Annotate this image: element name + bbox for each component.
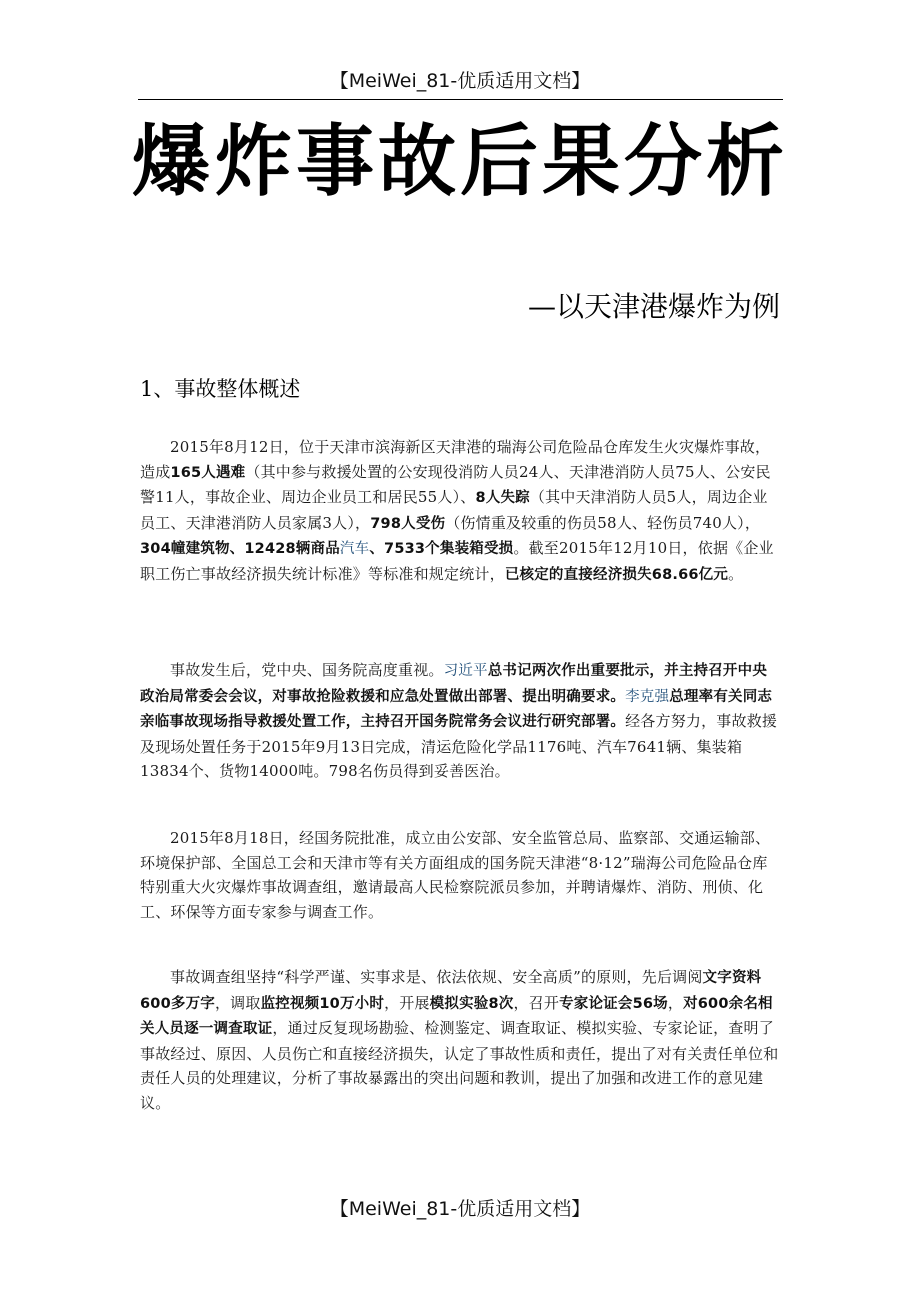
body-text: 。 <box>728 564 744 583</box>
bold-text: 已核定的直接经济损失68.66亿元 <box>504 566 729 583</box>
bold-text: 专家论证会56场 <box>559 995 668 1012</box>
body-text: 2015年8月12日，位于天津市滨海新区天津港的瑞海公司危险品仓库发生火灾爆炸事故，造成 <box>140 438 771 481</box>
body-text: （其中参与救援处置的公安现役消防人员24人、天津港消防人员75人、公安民警11人，事故企业、周边企业员工和居民55人）、 <box>140 462 771 507</box>
body-text: 经各方努力，事故救援及现场处置任务于2015年9月13日完成，清运危险化学品1176吨、汽车7641辆、集装箱13834个、货物14000吨。798名伤员得到妥善医治。 <box>140 712 778 781</box>
body-text: ，调取 <box>214 993 261 1012</box>
header-banner: 【MeiWei_81-优质适用文档】 <box>329 70 591 92</box>
bold-text: 8人失踪 <box>475 490 530 507</box>
document-title: 爆炸事故后果分析 <box>131 117 788 207</box>
bold-text: 总书记两次作出重要批示，并主持召开中央政治局常委会会议，对事故抢险救援和应急处置做出部署、提出明确要求。 <box>140 663 768 705</box>
inline-link[interactable]: 李克强 <box>625 688 670 705</box>
bold-text: 总理率有关同志亲临事故现场指导救援处置工作，主持召开国务院常务会议进行研究部署。 <box>140 688 773 731</box>
body-text: （伤情重及较重的伤员58人、轻伤员740人）， <box>445 513 761 532</box>
paragraph-response <box>140 658 780 784</box>
bold-text: 798人受伤 <box>370 515 446 532</box>
document-subtitle: —以天津港爆炸为例 <box>527 290 780 323</box>
body-text: 事故调查组坚持“科学严谨、实事求是、依法依规、安全高质”的原则，先后调阅 <box>170 968 703 986</box>
bold-text: 165人遇难 <box>170 464 246 481</box>
bold-text: 对600余名相关人员逐一调查取证 <box>140 995 773 1038</box>
bold-text: 304幢建筑物、12428辆商品 <box>140 541 340 558</box>
bold-text: 文字资料600多万字 <box>140 970 762 1012</box>
inline-link[interactable]: 习近平 <box>443 663 488 679</box>
paragraph-investigation-process <box>140 965 780 1116</box>
footer-banner: 【MeiWei_81-优质适用文档】 <box>329 1198 591 1220</box>
section-heading: 1、事故整体概述 <box>140 377 301 401</box>
paragraph-investigation-team <box>140 826 780 924</box>
bold-text: 监控视频10万小时 <box>260 995 385 1012</box>
body-text: ， <box>667 993 684 1012</box>
body-text: 事故发生后，党中央、国务院高度重视。 <box>170 661 444 679</box>
body-text: （其中天津消防人员5人，周边企业员工、天津港消防人员家属3人）， <box>140 488 768 532</box>
body-text: 2015年8月18日，经国务院批准，成立由公安部、安全监管总局、监察部、交通运输部、环境保护部、全国总工会和天津市等有关方面组成的国务院天津港“8·12”瑞海公司危险品仓库特别重大火灾爆炸事故调查组，邀请最高人民检察院派员参加，并聘请爆炸、消防、刑侦、化工、环保等方面专家参与调查工作。 <box>140 829 771 921</box>
bold-text: 模拟实验8次 <box>429 995 514 1012</box>
bold-text: 、7533个集装箱受损 <box>369 541 514 558</box>
body-text: ，开展 <box>384 993 430 1012</box>
body-text: 。截至2015年12月10日，依据《企业职工伤亡事故经济损失统计标准》等标准和规定统计， <box>140 539 774 583</box>
body-text: ，通过反复现场勘验、检测鉴定、调查取证、模拟实验、专家论证，查明了事故经过、原因、人员伤亡和直接经济损失，认定了事故性质和责任，提出了对有关责任单位和责任人员的处理建议，分析了事故暴露出的突出问题和教训，提出了加强和改进工作的意见建议。 <box>140 1019 779 1112</box>
paragraph-overview <box>140 435 780 588</box>
inline-link[interactable]: 汽车 <box>339 541 370 558</box>
body-text: ，召开 <box>513 993 560 1012</box>
header-divider <box>138 99 783 100</box>
